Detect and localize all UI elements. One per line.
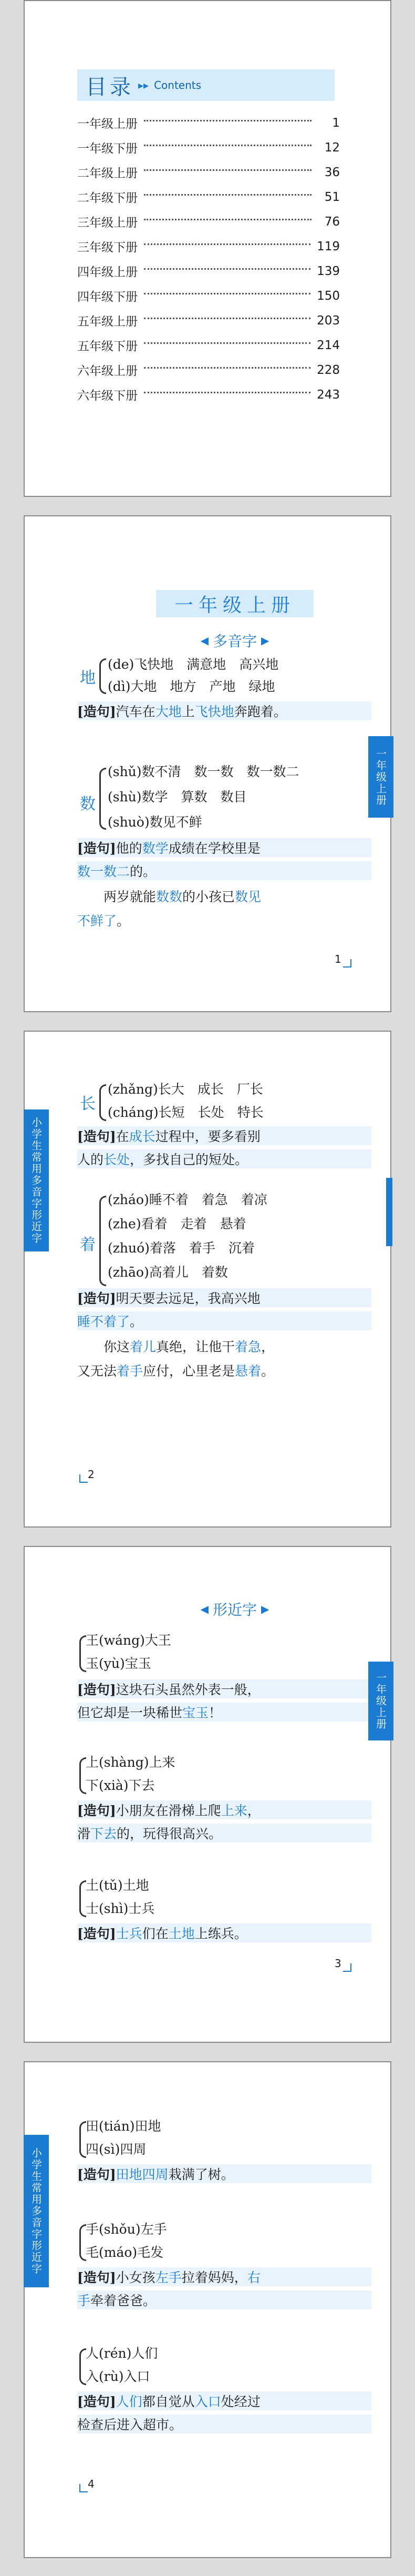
leader-dots — [144, 342, 310, 344]
sentence-text: 小朋友在滑梯上爬 — [116, 1803, 221, 1818]
toc-page-number: 203 — [317, 313, 340, 328]
toc-row — [77, 234, 340, 259]
sentence-text: 人的 — [77, 1152, 104, 1167]
sentence-text: 检查后进入超市。 — [77, 2417, 183, 2432]
example-sentence-cont — [77, 1149, 371, 1168]
sentence-text: 两岁就能 — [103, 889, 157, 904]
highlight-word: 长处 — [103, 1152, 130, 1167]
sentence-text: ，多找自己的短处。 — [130, 1152, 248, 1167]
toc-page-number: 214 — [317, 338, 340, 352]
sentence-text: 滑 — [77, 1826, 91, 1841]
sentence-tag: [造句] — [77, 1803, 116, 1818]
toc-label: 五年级上册 — [77, 315, 138, 329]
example-sentence — [77, 1679, 371, 1698]
sentence-text: 牵着爸爸。 — [90, 2293, 157, 2308]
entry-line: 人(rén)人们 — [86, 2346, 158, 2361]
toc-label: 一年级下册 — [77, 142, 138, 156]
toc-page-number: 119 — [317, 239, 340, 253]
highlight-word: 下去 — [90, 1826, 117, 1841]
example-paragraph — [103, 1337, 274, 1356]
leader-dots — [144, 120, 312, 121]
leader-dots — [144, 169, 312, 171]
highlight-word: 不鲜了 — [77, 913, 117, 929]
highlight-word: 右 — [247, 2270, 261, 2285]
book-side-tab: 小学生常用多音字形近字 — [24, 1109, 49, 1251]
sentence-text: 上练兵。 — [194, 1926, 247, 1941]
highlight-word: 田地四周 — [116, 2167, 169, 2182]
entry-line: (shǔ)数不清 数一数 数一数二 — [108, 764, 299, 779]
highlight-word: 土地 — [168, 1926, 195, 1941]
leader-dots — [144, 219, 312, 220]
sentence-text: 奔跑着。 — [234, 704, 287, 719]
page-number: 2 — [88, 1468, 95, 1481]
toc-row — [77, 209, 340, 234]
sentence-tag: [造句] — [77, 2167, 116, 2182]
toc-subtitle: Contents — [154, 79, 202, 91]
example-sentence — [77, 2391, 371, 2410]
highlight-word: 悬着 — [235, 1363, 262, 1379]
toc-label: 四年级上册 — [77, 266, 138, 279]
example-sentence-cont — [77, 1311, 371, 1330]
example-sentence-cont — [77, 2415, 371, 2434]
toc-row — [77, 185, 340, 209]
entry-line: (dì)大地 地方 产地 绿地 — [108, 679, 275, 694]
entry-line: (zhe)看着 走着 悬着 — [108, 1216, 246, 1231]
page-3 — [24, 1546, 391, 2043]
entry-line: 四(sì)四周 — [86, 2142, 147, 2157]
sentence-text: 应付，心里老是 — [143, 1363, 235, 1379]
toc-row — [77, 283, 340, 308]
sentence-text: ， — [261, 1339, 275, 1355]
sentence-tag: [造句] — [77, 1682, 116, 1697]
sentence-text: 过程中，要多看别 — [155, 1129, 261, 1144]
toc-row — [77, 135, 340, 160]
corner-mark — [343, 959, 351, 968]
example-sentence — [77, 2164, 371, 2183]
sentence-tag: [造句] — [77, 704, 116, 719]
brace — [99, 1084, 106, 1121]
entry-line: (zhǎng)长大 成长 厂长 — [108, 1082, 263, 1097]
entry-line: (shù)数学 算数 数目 — [108, 789, 247, 805]
example-sentence-cont — [77, 861, 371, 880]
sentence-text: 但它却是一块稀世 — [77, 1705, 183, 1720]
highlight-word: 数见 — [235, 889, 262, 904]
leader-dots — [144, 145, 312, 146]
toc-list — [77, 110, 340, 407]
sentence-tag: [造句] — [77, 2394, 116, 2409]
sentence-tag: [造句] — [77, 1291, 116, 1306]
toc-label: 六年级上册 — [77, 364, 138, 378]
leader-dots — [144, 318, 310, 319]
leader-dots — [144, 367, 310, 369]
highlight-word: 数学 — [142, 841, 169, 856]
highlight-word: 上来 — [221, 1803, 247, 1818]
highlight-word: 着儿 — [130, 1339, 157, 1355]
page-4 — [24, 2061, 391, 2558]
toc-page-number: 150 — [317, 289, 340, 303]
brace — [99, 658, 106, 694]
example-sentence — [77, 1288, 371, 1307]
sentence-text: 又无法 — [77, 1363, 117, 1379]
highlight-word: 着急 — [235, 1339, 262, 1355]
sentence-tag: [造句] — [77, 1926, 116, 1941]
entry-line: (shuò)数见不鲜 — [108, 814, 202, 830]
sentence-text: 小女孩 — [116, 2270, 155, 2285]
sentence-text: 汽车在 — [116, 704, 155, 719]
entry-line: (zhāo)高着儿 着数 — [108, 1265, 228, 1280]
entry-char: 长 — [80, 1095, 96, 1113]
book-side-tab: 小学生常用多音字形近字 — [24, 2135, 49, 2287]
section-heading — [156, 1600, 314, 1618]
entry-line: 土(tǔ)土地 — [86, 1878, 149, 1893]
sentence-text: 的，玩得很高兴。 — [117, 1826, 222, 1841]
section-title: 多音字 — [212, 633, 257, 650]
sentence-text: 他的 — [116, 841, 142, 856]
page-number: 4 — [88, 2478, 95, 2490]
sentence-tag: [造句] — [77, 841, 116, 856]
sentence-text: 的。 — [130, 864, 157, 879]
sentence-text: 们在 — [142, 1926, 169, 1941]
highlight-word: 飞快地 — [194, 704, 234, 719]
example-sentence — [77, 1800, 371, 1819]
toc-label: 一年级上册 — [77, 117, 138, 131]
section-title: 形近字 — [212, 1601, 257, 1618]
example-sentence — [77, 1126, 371, 1145]
leader-dots — [144, 268, 310, 270]
page-number: 3 — [335, 1957, 341, 1970]
entry-char: 地 — [80, 669, 96, 687]
chapter-banner: 一年级上册 — [156, 590, 314, 617]
corner-mark — [79, 1474, 88, 1483]
brace — [99, 768, 106, 830]
toc-row — [77, 333, 340, 358]
sentence-text: 在 — [116, 1129, 129, 1144]
leader-dots — [144, 293, 310, 294]
toc-label: 四年级下册 — [77, 290, 138, 304]
toc-page-number: 76 — [324, 215, 340, 229]
highlight-word: 士兵 — [116, 1926, 142, 1941]
toc-label: 二年级上册 — [77, 167, 138, 180]
section-heading — [156, 631, 314, 650]
highlight-word: 着手 — [117, 1363, 143, 1379]
double-arrow-icon: ▸▸ — [138, 79, 149, 91]
entry-line: 下(xià)下去 — [86, 1778, 155, 1793]
entry-line: (cháng)长短 长处 特长 — [108, 1105, 264, 1120]
toc-row — [77, 358, 340, 382]
toc-page-number: 51 — [324, 190, 340, 204]
leader-dots — [144, 194, 312, 196]
sentence-text: 拉着妈妈， — [181, 2270, 247, 2285]
toc-label: 二年级下册 — [77, 191, 138, 205]
highlight-word: 成长 — [129, 1129, 155, 1144]
example-paragraph-cont — [77, 1361, 274, 1380]
toc-row — [77, 259, 340, 283]
toc-label: 五年级下册 — [77, 340, 138, 353]
page-1 — [24, 515, 391, 1012]
sentence-text: 你这 — [103, 1339, 130, 1355]
edge-marker — [386, 1178, 392, 1246]
entry-char: 着 — [80, 1236, 96, 1254]
toc-page-number: 1 — [332, 116, 340, 130]
left-triangle-icon: ◀ — [200, 1603, 209, 1615]
toc-row — [77, 160, 340, 185]
sentence-text: 都自觉从 — [142, 2394, 195, 2409]
highlight-word: 睡不着了 — [77, 1314, 130, 1329]
sentence-text: ， — [247, 1803, 261, 1818]
entry-line: 士(shì)士兵 — [86, 1901, 155, 1916]
sentence-tag: [造句] — [77, 2270, 116, 2285]
toc-page-number: 243 — [317, 388, 340, 402]
right-triangle-icon: ▶ — [261, 1603, 269, 1615]
grade-side-tab: 一年级上册 — [368, 1662, 393, 1740]
left-triangle-icon: ◀ — [200, 634, 209, 647]
entry-line: (zháo)睡不着 着急 着凉 — [108, 1192, 267, 1207]
entry-line: 上(shàng)上来 — [86, 1755, 175, 1770]
toc-title: 目录 — [86, 75, 134, 99]
toc-label: 三年级上册 — [77, 216, 138, 230]
example-sentence — [77, 2267, 371, 2286]
leader-dots — [144, 392, 310, 393]
toc-page-number: 12 — [324, 140, 340, 155]
example-paragraph — [103, 887, 261, 905]
sentence-text: 。 — [130, 1314, 143, 1329]
highlight-word: 入口 — [194, 2394, 221, 2409]
page-2 — [24, 1031, 391, 1528]
entry-line: 手(shǒu)左手 — [86, 2222, 167, 2237]
entry-char: 数 — [80, 795, 96, 813]
page-number: 1 — [335, 953, 341, 965]
highlight-word: 左手 — [155, 2270, 182, 2285]
example-sentence-cont — [77, 1703, 371, 1722]
corner-mark — [343, 1963, 351, 1972]
example-sentence — [77, 838, 371, 857]
entry-line: 玉(yù)宝玉 — [86, 1656, 151, 1671]
sentence-text: 处经过 — [221, 2394, 261, 2409]
highlight-word: 人们 — [116, 2394, 142, 2409]
highlight-word: 数一数二 — [77, 864, 130, 879]
entry-line: 田(tián)田地 — [86, 2119, 161, 2134]
example-paragraph-cont — [77, 911, 130, 930]
example-sentence — [77, 701, 371, 720]
sentence-text: 真绝，让他干 — [156, 1339, 235, 1355]
grade-side-tab: 一年级上册 — [368, 736, 393, 818]
entry-line: (zhuó)着落 着手 沉着 — [108, 1240, 255, 1256]
right-triangle-icon: ▶ — [261, 634, 269, 647]
sentence-text: 的小孩已 — [182, 889, 235, 904]
toc-page-number: 36 — [324, 165, 340, 179]
entry-line: 入(rù)入口 — [86, 2369, 150, 2384]
toc-label: 六年级下册 — [77, 389, 138, 403]
entry-line: (de)飞快地 满意地 高兴地 — [108, 657, 279, 672]
sentence-text: 。 — [117, 913, 130, 929]
sentence-text: 明天要去远足，我高兴地 — [116, 1291, 261, 1306]
highlight-word: 手 — [77, 2293, 91, 2308]
sentence-tag: [造句] — [77, 1129, 116, 1144]
toc-row — [77, 110, 340, 135]
leader-dots — [144, 243, 310, 245]
sentence-text: 成绩在学校里是 — [168, 841, 261, 856]
sentence-text: ！ — [209, 1705, 222, 1720]
sentence-text: 这块石头虽然外表一般， — [116, 1682, 261, 1697]
sentence-text: 。 — [261, 1363, 275, 1379]
toc-page-number: 228 — [317, 363, 340, 377]
toc-page-number: 139 — [317, 264, 340, 278]
entry-line: 王(wáng)大王 — [86, 1633, 171, 1648]
toc-header — [77, 69, 335, 101]
example-sentence-cont — [77, 2290, 371, 2309]
toc-page — [24, 0, 391, 497]
sentence-text: 上 — [181, 704, 195, 719]
sentence-text: 栽满了树。 — [168, 2167, 234, 2182]
highlight-word: 数数 — [156, 889, 183, 904]
toc-label: 三年级下册 — [77, 241, 138, 254]
highlight-word: 宝玉 — [182, 1705, 209, 1720]
example-sentence — [77, 1923, 371, 1942]
toc-row — [77, 308, 340, 333]
entry-line: 毛(máo)毛发 — [86, 2245, 164, 2260]
corner-mark — [79, 2484, 88, 2492]
highlight-word: 大地 — [155, 704, 182, 719]
example-sentence-cont — [77, 1824, 371, 1842]
toc-row — [77, 382, 340, 407]
brace — [99, 1196, 106, 1286]
